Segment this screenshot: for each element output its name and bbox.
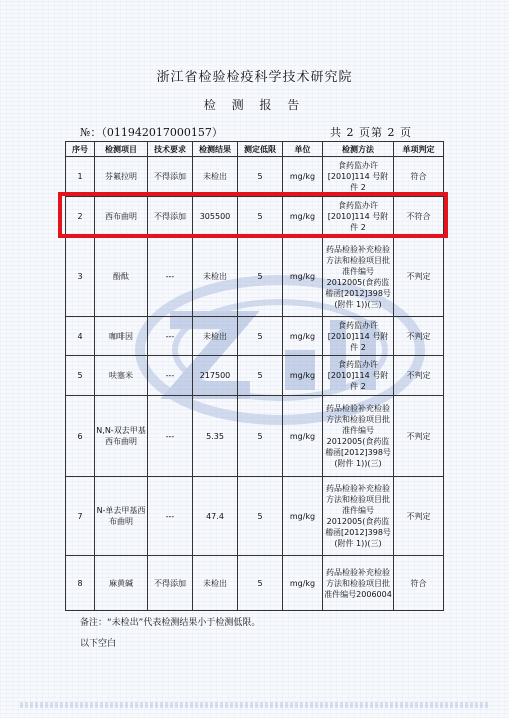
- cell-no: 5: [66, 356, 95, 396]
- cell-unit: mg/kg: [283, 477, 323, 556]
- column-header: 单项判定: [394, 142, 444, 157]
- report-number: №：（011942017000157）: [80, 126, 223, 139]
- cell-no: 6: [66, 396, 95, 477]
- column-header: 单位: [283, 142, 323, 157]
- table-row: [66, 556, 444, 611]
- cell-unit: mg/kg: [283, 396, 323, 477]
- remark-note: 备注：“未检出”代表检测结果小于检测低限。: [80, 618, 261, 628]
- table-row: [66, 197, 444, 237]
- cell-method: 食药监办许[2010]114 号附件 2: [323, 157, 394, 197]
- cell-method: 药品检验补充检验方法和检验项目批准件编号2012005(食药监稽函[2012]398号(附件 1))(三): [323, 477, 394, 556]
- institute-name: 浙江省检验检疫科学技术研究院: [156, 70, 353, 85]
- test-results-table: [65, 141, 444, 611]
- cell-item: 酚酞: [95, 237, 148, 317]
- cell-result: 217500: [193, 356, 238, 396]
- cell-verdict: 符合: [394, 556, 444, 611]
- cell-no: 2: [66, 197, 95, 237]
- cell-no: 8: [66, 556, 95, 611]
- table-row: [66, 396, 444, 477]
- cell-item: 咖啡因: [95, 317, 148, 356]
- footer-security-strip: [20, 702, 490, 708]
- table-header-row: [66, 142, 444, 157]
- cell-unit: mg/kg: [283, 556, 323, 611]
- column-header: 检测项目: [95, 142, 148, 157]
- cell-requirement: ---: [148, 356, 193, 396]
- cell-result: 未检出: [193, 237, 238, 317]
- cell-item: N,N-双去甲基西布曲明: [95, 396, 148, 477]
- table-row: [66, 477, 444, 556]
- cell-method: 食药监办许[2010]114 号附件 2: [323, 197, 394, 237]
- cell-no: 4: [66, 317, 95, 356]
- cell-requirement: 不得添加: [148, 197, 193, 237]
- cell-no: 3: [66, 237, 95, 317]
- column-header: 测定低限: [238, 142, 283, 157]
- cell-unit: mg/kg: [283, 237, 323, 317]
- cell-verdict: 不判定: [394, 477, 444, 556]
- cell-verdict: 不判定: [394, 356, 444, 396]
- cell-no: 1: [66, 157, 95, 197]
- cell-method: 药品检验补充检验方法和检验项目批准件编号2006004: [323, 556, 394, 611]
- cell-method: 药品检验补充检验方法和检验项目批准件编号2012005(食药监稽函[2012]398号(附件 1))(三): [323, 396, 394, 477]
- table-row: [66, 237, 444, 317]
- cell-limit: 5: [238, 317, 283, 356]
- report-title: 检 测 报 告: [203, 98, 306, 112]
- cell-item: 麻黄碱: [95, 556, 148, 611]
- column-header: 技术要求: [148, 142, 193, 157]
- column-header: 检测方法: [323, 142, 394, 157]
- cell-requirement: ---: [148, 237, 193, 317]
- cell-unit: mg/kg: [283, 197, 323, 237]
- cell-method: 食药监办许[2010]114 号附件 2: [323, 317, 394, 356]
- cell-requirement: ---: [148, 317, 193, 356]
- table-row: [66, 157, 444, 197]
- cell-item: 呋塞米: [95, 356, 148, 396]
- cell-requirement: ---: [148, 477, 193, 556]
- cell-result: 未检出: [193, 157, 238, 197]
- cell-item: 芬氟拉明: [95, 157, 148, 197]
- page-info: 共 2 页第 2 页: [330, 126, 412, 139]
- cell-limit: 5: [238, 477, 283, 556]
- cell-limit: 5: [238, 396, 283, 477]
- table-row: [66, 356, 444, 396]
- cell-method: 药品检验补充检验方法和检验项目批准件编号2012005(食药监稽函[2012]398号(附件 1))(三): [323, 237, 394, 317]
- cell-requirement: 不得添加: [148, 556, 193, 611]
- column-header: 序号: [66, 142, 95, 157]
- cell-result: 未检出: [193, 556, 238, 611]
- cell-limit: 5: [238, 237, 283, 317]
- cell-result: 305500: [193, 197, 238, 237]
- cell-no: 7: [66, 477, 95, 556]
- column-header: 检测结果: [193, 142, 238, 157]
- cell-result: 5.35: [193, 396, 238, 477]
- cell-result: 未检出: [193, 317, 238, 356]
- cell-requirement: ---: [148, 396, 193, 477]
- cell-verdict: 不判定: [394, 396, 444, 477]
- cell-item: N-单去甲基西布曲明: [95, 477, 148, 556]
- cell-method: 食药监办许[2010]114 号附件 2: [323, 356, 394, 396]
- cell-limit: 5: [238, 556, 283, 611]
- cell-requirement: 不得添加: [148, 157, 193, 197]
- cell-unit: mg/kg: [283, 317, 323, 356]
- cell-verdict: 符合: [394, 157, 444, 197]
- cell-limit: 5: [238, 197, 283, 237]
- cell-unit: mg/kg: [283, 157, 323, 197]
- cell-unit: mg/kg: [283, 356, 323, 396]
- cell-item: 西布曲明: [95, 197, 148, 237]
- cell-limit: 5: [238, 356, 283, 396]
- cell-verdict: 不符合: [394, 197, 444, 237]
- cell-limit: 5: [238, 157, 283, 197]
- blank-below-note: 以下空白: [80, 639, 117, 649]
- cell-verdict: 不判定: [394, 317, 444, 356]
- cell-result: 47.4: [193, 477, 238, 556]
- cell-verdict: 不判定: [394, 237, 444, 317]
- table-row: [66, 317, 444, 356]
